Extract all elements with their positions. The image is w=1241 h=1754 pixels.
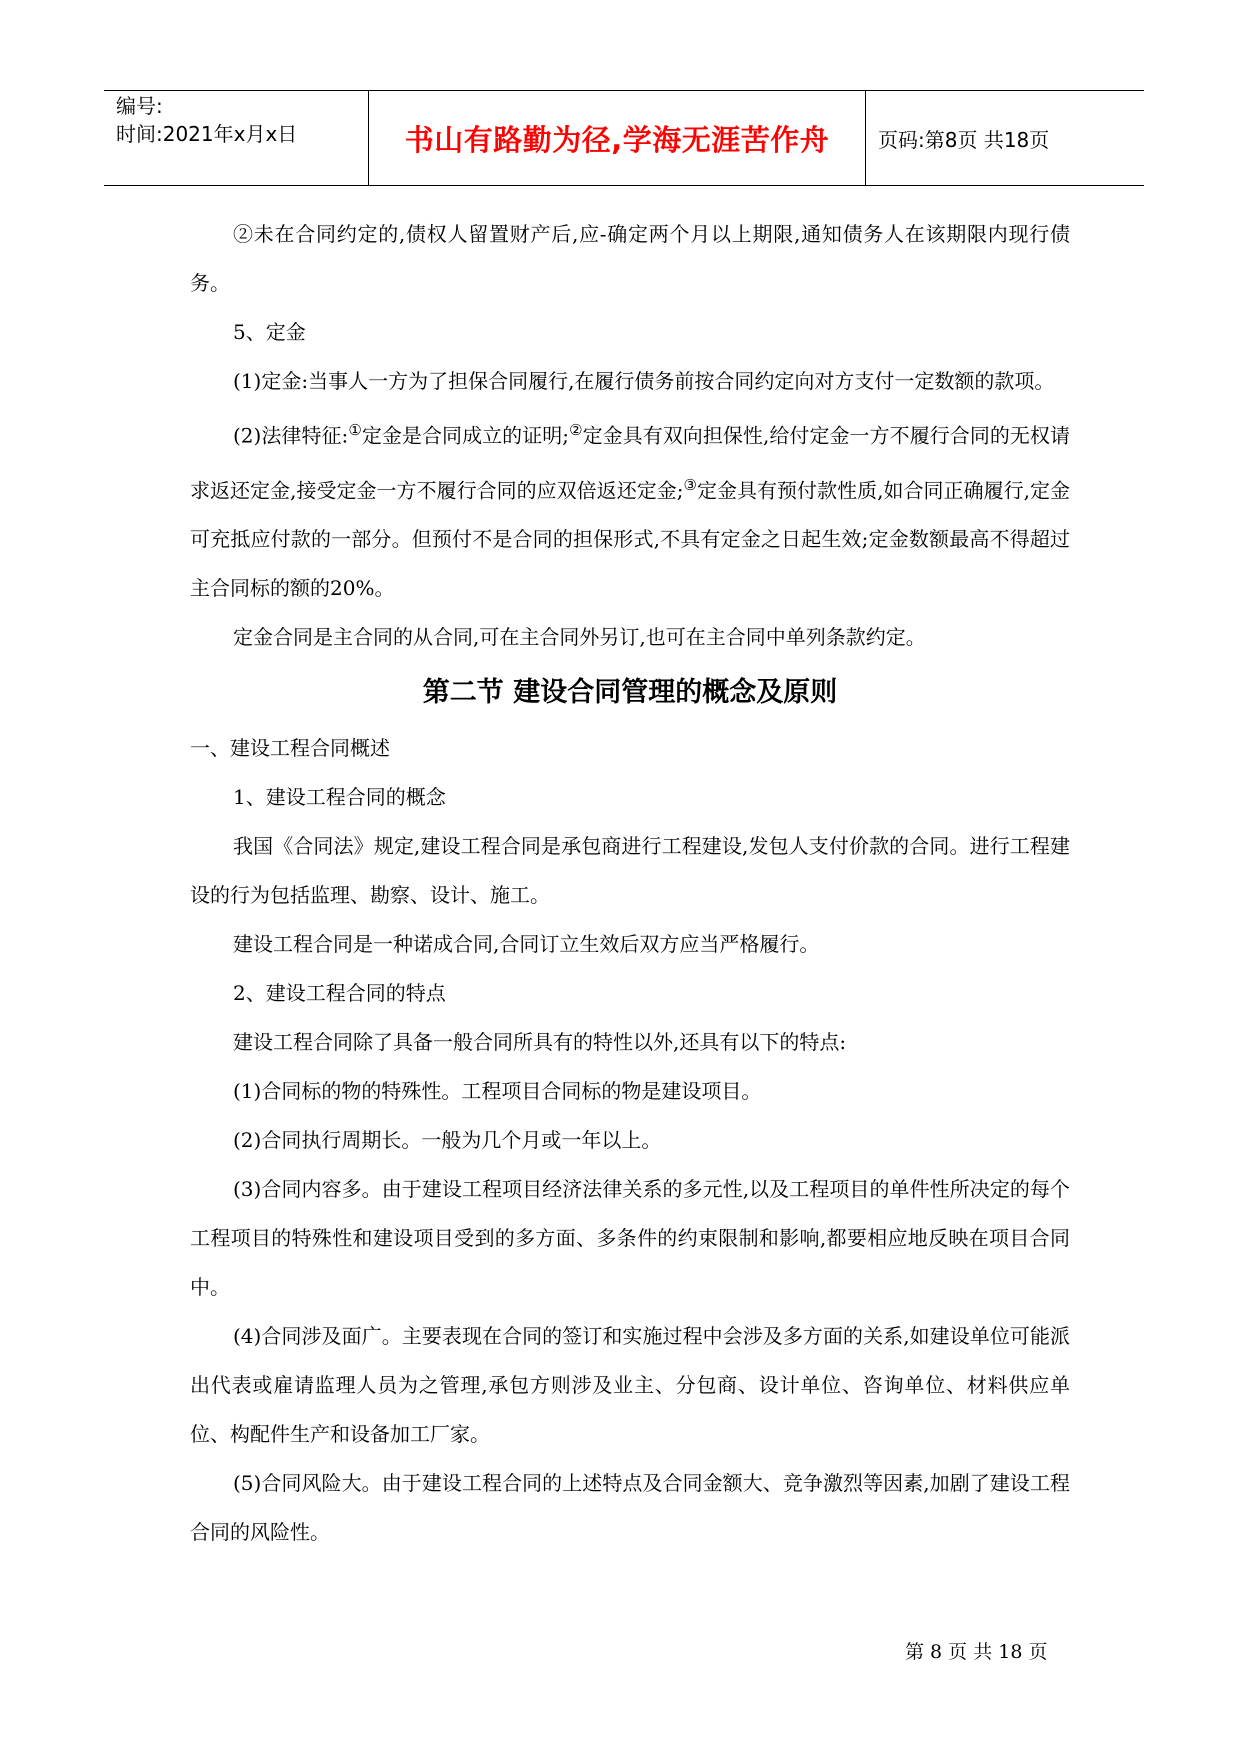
paragraph: (3)合同内容多。由于建设工程项目经济法律关系的多元性,以及工程项目的单件性所决定的每个工程项目的特殊性和建设项目受到的多方面、多条件的约束限制和影响,都要相应地反映在项目合同中。 xyxy=(190,1177,1070,1300)
paragraph: 建设工程合同除了具备一般合同所具有的特性以外,还具有以下的特点: xyxy=(233,1030,847,1055)
paragraph: 一、建设工程合同概述 xyxy=(190,736,390,761)
paragraph: (1)定金:当事人一方为了担保合同履行,在履行债务前按合同约定向对方支付一定数额的款项。 xyxy=(233,369,1055,393)
paragraph-legal-features xyxy=(190,406,1070,613)
paragraph: (5)合同风险大。由于建设工程合同的上述特点及合同金额大、竞争激烈等因素,加剧了建设工程合同的风险性。 xyxy=(190,1471,1070,1545)
paragraph: 我国《合同法》规定,建设工程合同是承包商进行工程建设,发包人支付价款的合同。进行工程建设的行为包括监理、勘察、设计、施工。 xyxy=(190,834,1070,908)
paragraph: ②未在合同约定的,债权人留置财产后,应-确定两个月以上期限,通知债务人在该期限内现行债务。 xyxy=(190,222,1070,295)
text-run: (2)法律特征: xyxy=(233,423,349,448)
header-slogan: 书山有路勤为径,学海无涯苦作舟 xyxy=(369,91,866,185)
circled-number: ① xyxy=(348,421,362,439)
paragraph: (2)合同执行周期长。一般为几个月或一年以上。 xyxy=(233,1128,662,1153)
text-run: 定金是合同成立的证明; xyxy=(361,423,570,448)
circled-number: ③ xyxy=(683,475,697,494)
time-label: 时间:2021年x月x日 xyxy=(116,122,298,146)
header-meta xyxy=(116,91,369,185)
paragraph: 建设工程合同是一种诺成合同,合同订立生效后双方应当严格履行。 xyxy=(233,932,820,957)
paragraph: 定金合同是主合同的从合同,可在主合同外另订,也可在主合同中单列条款约定。 xyxy=(233,625,926,650)
text-run: 定金具有双向担保性,给付定金一方不履行合同的无权请求返还定金,接受定金一方不履行合同的应双倍返还定金; xyxy=(190,423,1070,503)
circled-number: ② xyxy=(569,421,583,439)
paragraph: 1、建设工程合同的概念 xyxy=(233,785,446,810)
document-body xyxy=(190,210,1070,1557)
page-header xyxy=(104,90,1144,186)
number-label: 编号: xyxy=(116,94,163,118)
section-title: 第二节 建设合同管理的概念及原则 xyxy=(422,677,838,709)
paragraph: (1)合同标的物的特殊性。工程项目合同标的物是建设项目。 xyxy=(233,1079,762,1104)
paragraph: (4)合同涉及面广。主要表现在合同的签订和实施过程中会涉及多方面的关系,如建设单位可能派出代表或雇请监理人员为之管理,承包方则涉及业主、分包商、设计单位、咨询单位、材料供应单位、构配件生产和设备加工厂家。 xyxy=(190,1324,1070,1447)
paragraph: 5、定金 xyxy=(233,320,306,344)
paragraph: 2、建设工程合同的特点 xyxy=(233,981,446,1006)
page-footer: 第 8 页 共 18 页 xyxy=(905,1641,1048,1663)
header-page-info: 页码:第8页 共18页 xyxy=(878,127,1050,152)
text-run: 定金具有预付款性质,如合同正确履行,定金可充抵应付款的一部分。但预付不是合同的担保形式,不具有定金之日起生效;定金数额最高不得超过主合同标的额的20%。 xyxy=(190,478,1070,601)
